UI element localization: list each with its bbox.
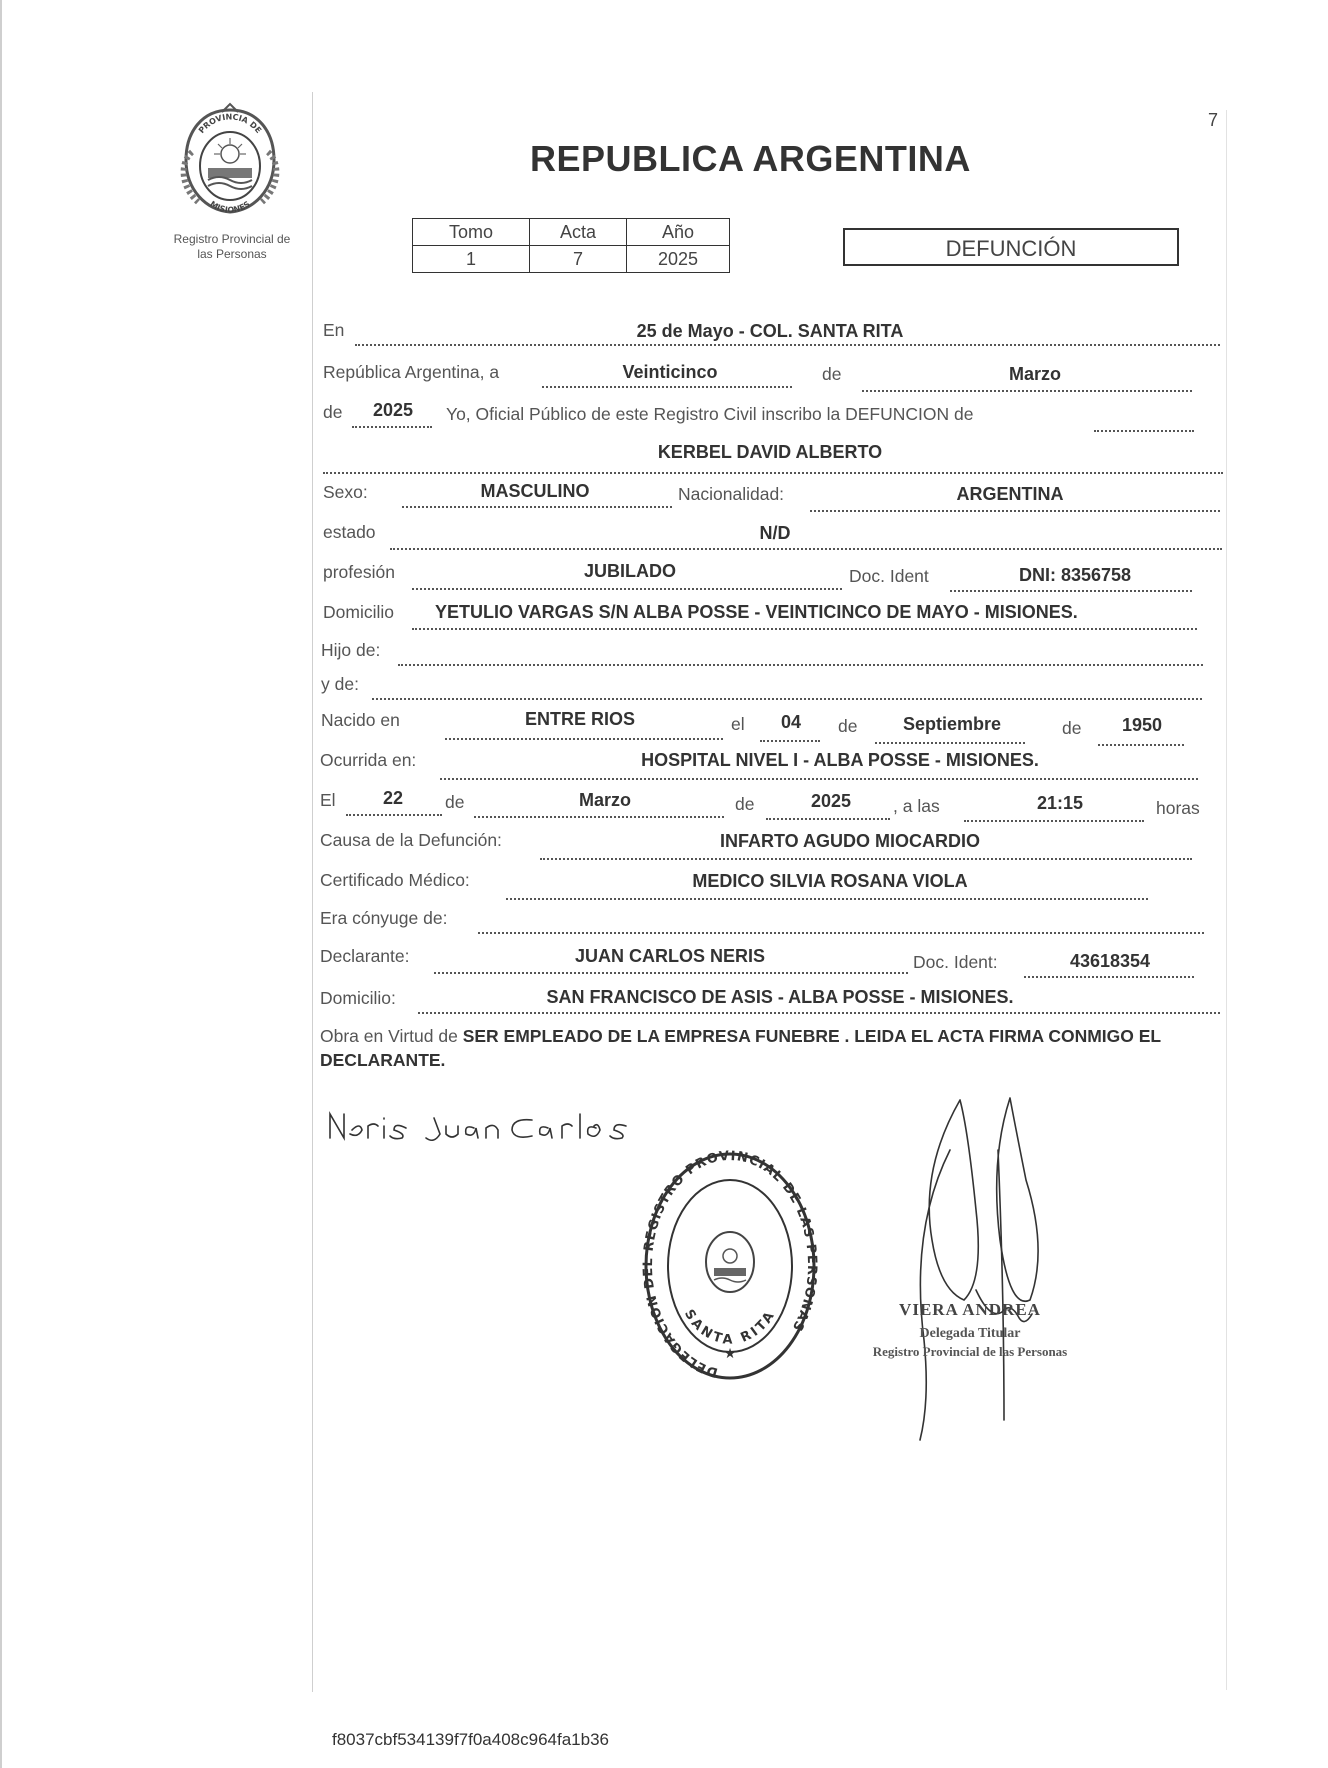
acta-header: Acta — [530, 219, 627, 246]
tomo-header: Tomo — [413, 219, 530, 246]
republica-label: República Argentina, a — [323, 362, 500, 382]
estado-value: N/D — [759, 523, 791, 543]
dotted-line — [478, 932, 1204, 934]
dotted-line — [1024, 976, 1194, 978]
def-dia-value: 22 — [382, 788, 404, 808]
dotted-line — [766, 818, 890, 820]
dotted-line — [474, 816, 724, 818]
registry-stamp-icon — [640, 1150, 820, 1390]
registry-label — [148, 232, 316, 262]
dotted-line — [862, 390, 1192, 392]
dotted-line — [875, 742, 1025, 744]
signatory-role: Delegada Titular — [919, 1326, 1021, 1341]
crest-text-top: PROVINCIA DE — [196, 112, 264, 136]
dotted-line — [540, 858, 1192, 860]
nacido-lugar-value: ENTRE RIOS — [524, 709, 635, 729]
signatory-name: VIERA ANDREA — [899, 1300, 1041, 1319]
causa-value: INFARTO AGUDO MIOCARDIO — [720, 831, 980, 851]
closing-label: Obra en Virtud de — [320, 1026, 458, 1046]
dotted-line — [390, 548, 1222, 550]
de4-label: de — [1062, 718, 1082, 738]
el2-label: El — [320, 790, 336, 810]
dia-letras-value: Veinticinco — [622, 362, 718, 382]
dotted-line — [352, 426, 432, 428]
anio-value-text: 2025 — [372, 400, 414, 420]
dotted-line — [440, 778, 1198, 780]
dotted-line — [1094, 430, 1194, 432]
nacionalidad-value: ARGENTINA — [956, 484, 1064, 504]
conyuge-label: Era cónyuge de: — [320, 908, 448, 928]
dotted-line — [412, 588, 842, 590]
estado-label: estado — [323, 522, 376, 542]
domicilio-label: Domicilio — [323, 602, 394, 622]
svg-text:SANTA RITA — [681, 1307, 779, 1348]
dotted-line — [950, 590, 1192, 592]
de5-label: de — [445, 792, 465, 812]
sexo-value: MASCULINO — [480, 481, 590, 501]
doc2-label: Doc. Ident: — [913, 952, 998, 972]
dotted-line — [346, 814, 442, 816]
domicilio-value: YETULIO VARGAS S/N ALBA POSSE - VEINTICINCO DE MAYO - MISIONES. — [435, 602, 1078, 622]
certificado-value: MEDICO SILVIA ROSANA VIOLA — [692, 871, 968, 891]
dotted-line — [1098, 744, 1184, 746]
svg-text:★: ★ — [723, 1345, 737, 1361]
page-edge — [0, 0, 2, 1768]
margin-line-right — [1226, 110, 1227, 1690]
doc-ident-value: DNI: 8356758 — [1018, 565, 1132, 585]
svg-text:MISIONES — [208, 199, 252, 214]
dotted-line — [418, 1012, 1220, 1014]
dotted-line — [398, 664, 1203, 666]
dotted-line — [434, 972, 908, 974]
mes-value: Marzo — [1008, 364, 1061, 384]
doc2-value: 43618354 — [1069, 951, 1151, 971]
def-mes-value: Marzo — [578, 790, 631, 810]
stamp-inner-text: SANTA RITA — [680, 1307, 780, 1348]
nac-anio-value: 1950 — [1121, 715, 1163, 735]
def-anio-value: 2025 — [810, 791, 852, 811]
el-label: el — [731, 714, 745, 734]
dotted-line — [355, 344, 1220, 346]
de2-label: de — [323, 402, 343, 422]
handwritten-declarant-name — [322, 1100, 662, 1150]
closing-statement — [320, 1024, 1220, 1072]
page-number: 7 — [1208, 110, 1219, 130]
document-hash: f8037cbf534139f7f0a408c964fa1b36 — [332, 1730, 609, 1749]
anio-header: Año — [627, 219, 730, 246]
registry-label-line2: las Personas — [197, 247, 267, 261]
horas-label: horas — [1156, 798, 1200, 818]
dotted-line — [412, 628, 1197, 630]
lugar-value: 25 de Mayo - COL. SANTA RITA — [636, 321, 904, 341]
dotted-line — [323, 472, 1223, 474]
dotted-line — [760, 740, 820, 742]
anio-value: 2025 — [627, 246, 730, 273]
acta-value: 7 — [530, 246, 627, 273]
tomo-value: 1 — [413, 246, 530, 273]
de-label: de — [822, 364, 842, 384]
profesion-value: JUBILADO — [583, 561, 676, 581]
document-title: REPUBLICA ARGENTINA — [530, 138, 971, 179]
nac-mes-value: Septiembre — [902, 714, 1002, 734]
margin-line — [312, 92, 313, 1692]
dotted-line — [810, 510, 1220, 512]
certificado-label: Certificado Médico: — [320, 870, 470, 890]
dotted-line — [964, 820, 1144, 822]
hora-value: 21:15 — [1036, 793, 1084, 813]
crest-text-bottom: MISIONES — [208, 199, 252, 215]
record-type-box: DEFUNCIÓN — [843, 228, 1179, 266]
y-de-label: y de: — [321, 674, 359, 694]
dotted-line — [445, 738, 723, 740]
dotted-line — [402, 506, 672, 508]
stamp-ring-text: DELEGACION DEL REGISTRO PROVINCIAL DE LAS PERSONAS — [640, 1150, 820, 1380]
record-reference-table — [412, 218, 730, 273]
signatory-org: Registro Provincial de las Personas — [872, 1344, 1068, 1359]
hijo-label: Hijo de: — [321, 640, 381, 660]
dotted-line — [542, 386, 792, 388]
signatory-block — [800, 1300, 1140, 1360]
declarante-label: Declarante: — [320, 946, 410, 966]
doc-ident-label: Doc. Ident — [849, 566, 929, 586]
causa-label: Causa de la Defunción: — [320, 830, 502, 850]
nacido-label: Nacido en — [321, 710, 400, 730]
registry-label-line1: Registro Provincial de — [173, 232, 291, 246]
official-signature-icon — [880, 1090, 1100, 1450]
domicilio2-label: Domicilio: — [320, 988, 396, 1008]
en-label: En — [323, 320, 345, 340]
provincial-crest-icon — [172, 102, 288, 218]
declarante-value: JUAN CARLOS NERIS — [574, 946, 766, 966]
de6-label: de — [735, 794, 755, 814]
de3-label: de — [838, 716, 858, 736]
dotted-line — [506, 898, 1148, 900]
nacionalidad-label: Nacionalidad: — [678, 484, 785, 504]
closing-text: SER EMPLEADO DE LA EMPRESA FUNEBRE . LEIDA EL ACTA FIRMA CONMIGO EL DECLARANTE. — [320, 1026, 1161, 1070]
nac-dia-value: 04 — [780, 712, 802, 732]
a-las-label: , a las — [893, 796, 940, 816]
ocurrida-value: HOSPITAL NIVEL I - ALBA POSSE - MISIONES. — [641, 750, 1039, 770]
sexo-label: Sexo: — [323, 482, 368, 502]
domicilio2-value: SAN FRANCISCO DE ASIS - ALBA POSSE - MISIONES. — [546, 987, 1014, 1007]
ocurrida-label: Ocurrida en: — [320, 750, 417, 770]
inscribo-text: Yo, Oficial Público de este Registro Civil inscribo la DEFUNCION de — [446, 404, 974, 424]
nombre-value: KERBEL DAVID ALBERTO — [657, 442, 883, 462]
dotted-line — [372, 698, 1202, 700]
profesion-label: profesión — [323, 562, 395, 582]
